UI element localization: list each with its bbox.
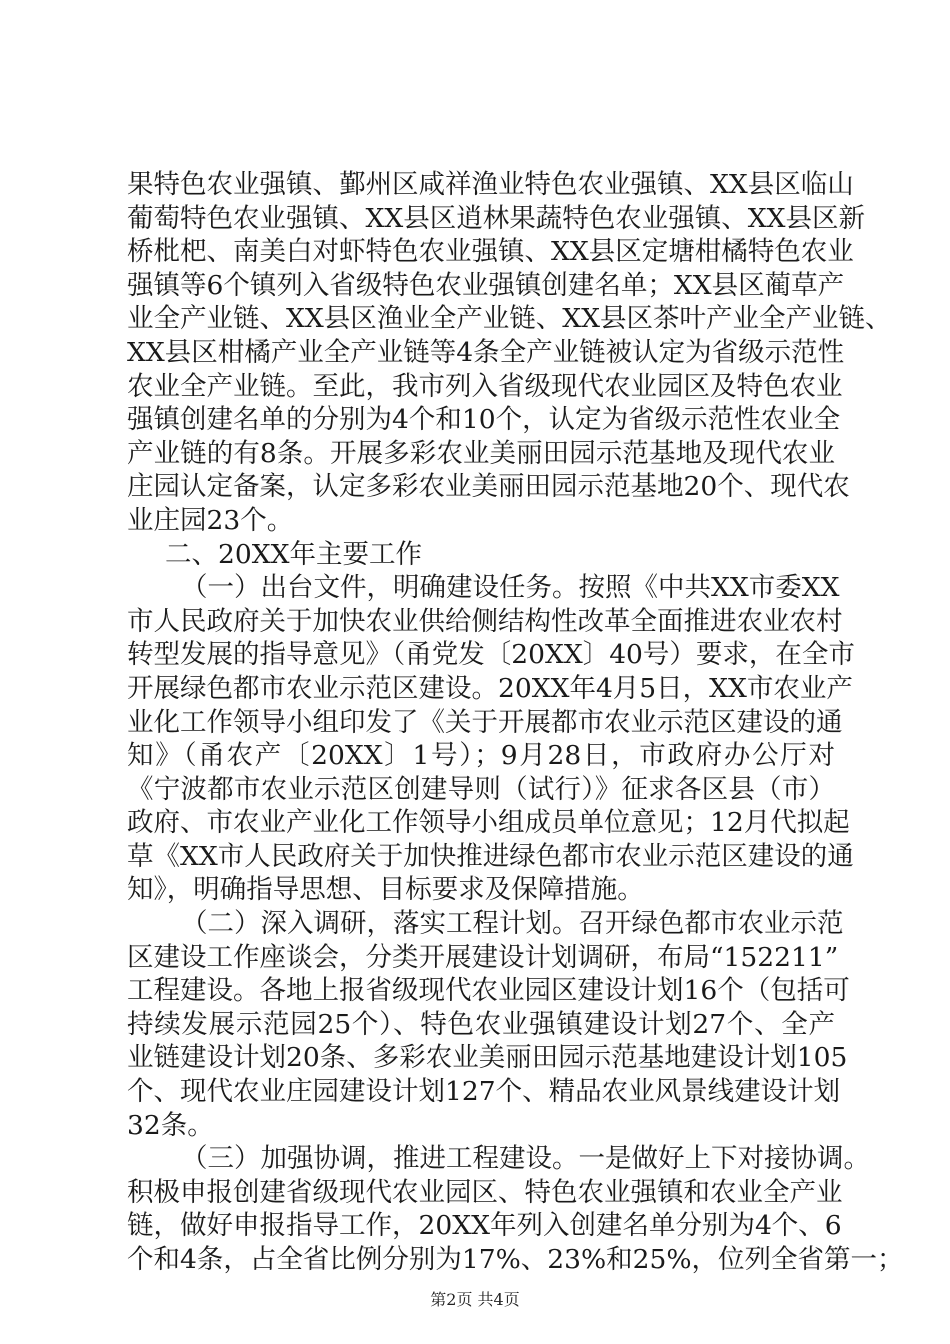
body-text-line: 开展绿色都市农业示范区建设。20XX年4月5日，XX市农业产 <box>127 672 853 704</box>
body-text-line: 政府、市农业产业化工作领导小组成员单位意见；12月代拟起 <box>127 807 850 839</box>
body-text-line: 桥枇杷、南美白对虾特色农业强镇、XX县区定塘柑橘特色农业 <box>127 236 854 268</box>
page-number-footer: 第2页 共4页 <box>430 1290 520 1309</box>
body-text-line: 个和4条，占全省比例分别为17%、23%和25%，位列全省第一； <box>127 1244 904 1275</box>
body-text-line: 强镇创建名单的分别为4个和10个，认定为省级示范性农业全 <box>127 404 841 436</box>
body-text-line: （二）深入调研，落实工程计划。召开绿色都市农业示范 <box>181 908 844 940</box>
body-text-line: 草《XX市人民政府关于加快推进绿色都市农业示范区建设的通 <box>127 840 854 872</box>
body-text-line: 链，做好申报指导工作，20XX年列入创建名单分别为4个、6 <box>127 1210 842 1242</box>
section-heading: 二、20XX年主要工作 <box>165 538 422 570</box>
body-text-line: （一）出台文件，明确建设任务。按照《中共XX市委XX <box>181 572 840 604</box>
body-text-line: （三）加强协调，推进工程建设。一是做好上下对接协调。 <box>181 1143 870 1175</box>
body-text-line: 业全产业链、XX县区渔业全产业链、XX县区茶叶产业全产业链、 <box>127 303 892 335</box>
body-text-line: 个、现代农业庄园建设计划127个、精品农业风景线建设计划 <box>127 1076 841 1108</box>
body-text-line: XX县区柑橘产业全产业链等4条全产业链被认定为省级示范性 <box>127 336 845 368</box>
body-text-line: 持续发展示范园25个）、特色农业强镇建设计划27个、全产 <box>127 1008 835 1040</box>
body-text-line: 业化工作领导小组印发了《关于开展都市农业示范区建设的通 <box>127 706 843 738</box>
body-text-line: 葡萄特色农业强镇、XX县区逍林果蔬特色农业强镇、XX县区新 <box>127 202 865 234</box>
body-text-line: 业链建设计划20条、多彩农业美丽田园示范基地建设计划105 <box>127 1042 848 1074</box>
document-body <box>127 168 904 1277</box>
body-text-line: 区建设工作座谈会，分类开展建设计划调研，布局“152211” <box>127 941 839 973</box>
body-text-line: 32条。 <box>127 1109 214 1141</box>
body-text-line: 知》（甬农产〔20XX〕1号）；9月28日，市政府办公厅对 <box>127 740 835 772</box>
body-text-line: 产业链的有8条。开展多彩农业美丽田园示范基地及现代农业 <box>127 437 835 469</box>
body-text-line: 果特色农业强镇、鄞州区咸祥渔业特色农业强镇、XX县区临山 <box>127 169 854 200</box>
body-text-line: 强镇等6个镇列入省级特色农业强镇创建名单；XX县区蔺草产 <box>127 269 845 301</box>
body-text-line: 农业全产业链。至此，我市列入省级现代农业园区及特色农业 <box>127 370 843 402</box>
body-text-line: 《宁波都市农业示范区创建导则（试行）》征求各区县（市） <box>127 773 835 805</box>
body-text-line: 业庄园23个。 <box>127 504 294 536</box>
body-text-line: 庄园认定备案，认定多彩农业美丽田园示范基地20个、现代农 <box>127 471 850 503</box>
body-text-line: 知》，明确指导思想、目标要求及保障措施。 <box>127 874 644 906</box>
body-text-line: 工程建设。各地上报省级现代农业园区建设计划16个（包括可 <box>127 975 850 1007</box>
body-text-line: 市人民政府关于加快农业供给侧结构性改革全面推进农业农村 <box>127 605 843 637</box>
body-text-line: 转型发展的指导意见》（甬党发〔20XX〕40号）要求，在全市 <box>127 639 855 671</box>
body-text-line: 积极申报创建省级现代农业园区、特色农业强镇和农业全产业 <box>127 1176 843 1208</box>
